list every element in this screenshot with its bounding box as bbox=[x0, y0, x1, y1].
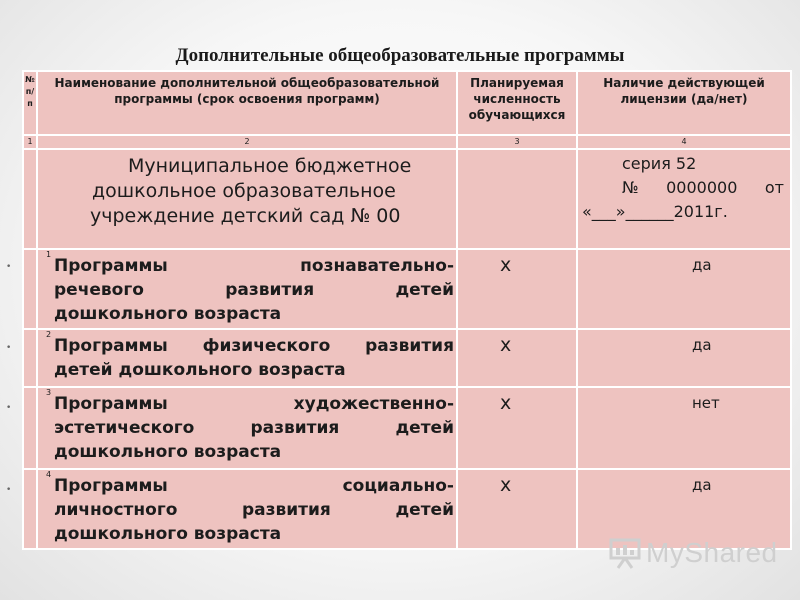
table-row bbox=[23, 329, 791, 387]
program-name-line: личностного развития детей bbox=[54, 500, 454, 520]
organization-row bbox=[23, 149, 791, 249]
row-bullet-cell bbox=[23, 387, 37, 469]
license-value: да bbox=[577, 249, 791, 329]
organization-planned-cell bbox=[457, 149, 577, 249]
program-name-line: речевого развития детей bbox=[54, 280, 454, 300]
presentation-board-icon bbox=[608, 536, 642, 570]
row-number: 4 bbox=[46, 470, 52, 479]
program-name-line: детей дошкольного возраста bbox=[54, 360, 346, 380]
license-series: серия 52 bbox=[622, 154, 697, 173]
license-from: от bbox=[764, 178, 784, 197]
column-index: 2 bbox=[37, 135, 457, 149]
row-bullet-cell bbox=[23, 469, 37, 549]
program-name bbox=[37, 249, 457, 329]
program-name-line: Программы социально- bbox=[54, 476, 454, 496]
program-name bbox=[37, 469, 457, 549]
planned-count: х bbox=[457, 387, 577, 469]
row-number: 3 bbox=[46, 388, 52, 397]
header-num: № п/п bbox=[23, 71, 37, 135]
slide-title: Дополнительные общеобразовательные программы bbox=[175, 45, 625, 66]
row-bullet-cell bbox=[23, 249, 37, 329]
table-row bbox=[23, 387, 791, 469]
header-program-name: Наименование дополнительной общеобразовательной программы (срок освоения программ) bbox=[37, 71, 457, 135]
organization-name-line: Муниципальное бюджетное bbox=[128, 155, 412, 177]
bullet-dot: • bbox=[6, 485, 12, 495]
bullet-dot: • bbox=[6, 262, 12, 272]
program-name bbox=[37, 329, 457, 387]
row-number: 2 bbox=[46, 330, 52, 339]
program-name-line: Программы художественно- bbox=[54, 394, 454, 414]
license-value: да bbox=[577, 329, 791, 387]
row-number: 1 bbox=[46, 250, 52, 259]
organization-name-line: учреждение детский сад № 00 bbox=[90, 205, 401, 227]
bullet-dot: • bbox=[6, 403, 12, 413]
column-index-row bbox=[23, 135, 791, 149]
program-name-line: дошкольного возраста bbox=[54, 304, 282, 324]
planned-count: х bbox=[457, 469, 577, 549]
column-index: 1 bbox=[23, 135, 37, 149]
header-license: Наличие действующей лицензии (да/нет) bbox=[577, 71, 791, 135]
watermark-text: MyShared bbox=[646, 537, 778, 568]
watermark bbox=[608, 536, 778, 570]
program-name bbox=[37, 387, 457, 469]
programs-table bbox=[22, 70, 792, 550]
organization-license bbox=[577, 149, 791, 249]
row-bullet-cell bbox=[23, 329, 37, 387]
column-index: 4 bbox=[577, 135, 791, 149]
header-row bbox=[23, 71, 791, 135]
table-row bbox=[23, 249, 791, 329]
column-index: 3 bbox=[457, 135, 577, 149]
planned-count: х bbox=[457, 329, 577, 387]
organization-name bbox=[37, 149, 457, 249]
program-name-line: Программы познавательно- bbox=[54, 256, 454, 276]
license-number-line bbox=[582, 176, 784, 200]
planned-count: х bbox=[457, 249, 577, 329]
license-value: нет bbox=[577, 387, 791, 469]
program-name-line: дошкольного возраста bbox=[54, 524, 282, 544]
organization-name-line: дошкольное образовательное bbox=[92, 180, 396, 202]
license-value: да bbox=[577, 469, 791, 549]
bullet-dot: • bbox=[6, 343, 12, 353]
program-name-line: эстетического развития детей bbox=[54, 418, 454, 438]
organization-num-cell bbox=[23, 149, 37, 249]
license-date: «___»______2011г. bbox=[582, 202, 728, 221]
program-name-line: Программы физического развития bbox=[54, 336, 454, 356]
program-name-line: дошкольного возраста bbox=[54, 442, 282, 462]
license-number: 0000000 bbox=[666, 178, 738, 197]
license-number-sign: № bbox=[622, 178, 639, 197]
header-planned-count: Планируемая численность обучающихся bbox=[457, 71, 577, 135]
